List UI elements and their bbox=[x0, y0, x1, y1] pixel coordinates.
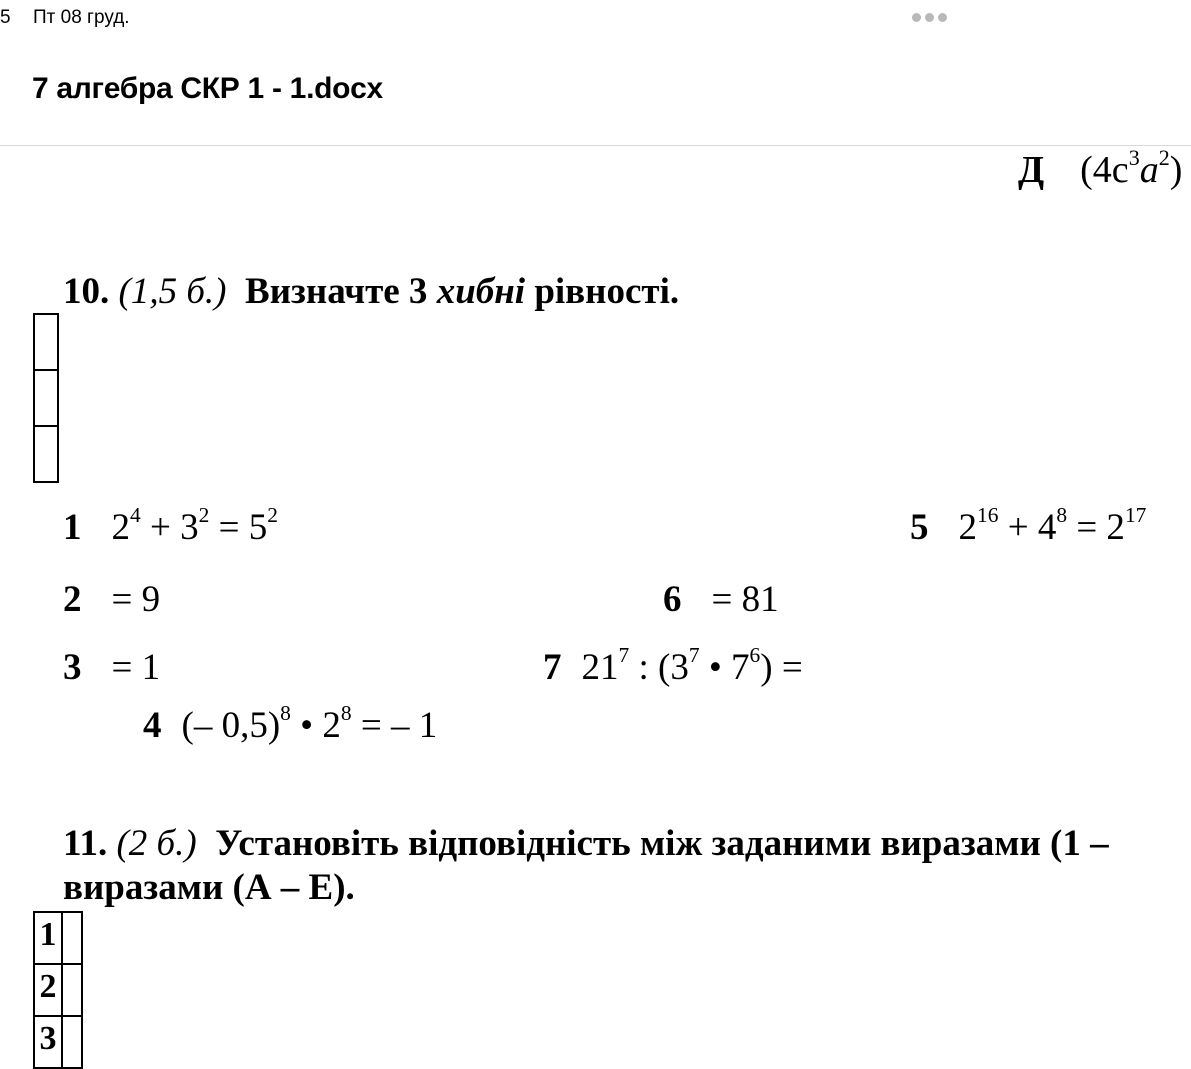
expr-part: = 5 bbox=[209, 507, 268, 548]
row-index: 1 bbox=[34, 912, 62, 964]
answer-boxes bbox=[33, 313, 59, 483]
multitasking-dots-icon[interactable] bbox=[912, 13, 947, 22]
expr-part: = 81 bbox=[711, 579, 779, 620]
exponent: 6 bbox=[749, 643, 761, 668]
option-2 bbox=[63, 578, 160, 621]
header-divider bbox=[0, 145, 1191, 146]
exponent: 17 bbox=[1124, 503, 1147, 528]
question-text: виразами (А – Е). bbox=[63, 867, 355, 908]
exponent: 2 bbox=[198, 503, 210, 528]
exponent: 2 bbox=[1158, 145, 1170, 171]
option-letter: Д bbox=[1018, 149, 1045, 191]
option-7 bbox=[543, 643, 803, 689]
expr-part: = 2 bbox=[1067, 507, 1125, 548]
table-row bbox=[34, 1016, 82, 1068]
question-11-heading bbox=[63, 822, 1109, 865]
table-row bbox=[34, 964, 82, 1016]
answer-cell[interactable] bbox=[62, 912, 82, 964]
option-number: 3 bbox=[63, 647, 82, 688]
exponent: 8 bbox=[280, 701, 291, 726]
question-text: рівності. bbox=[534, 271, 680, 312]
exponent: 8 bbox=[1056, 503, 1068, 528]
exponent: 7 bbox=[688, 643, 700, 668]
option-5 bbox=[910, 503, 1147, 549]
question-10-heading bbox=[63, 270, 679, 313]
option-number: 1 bbox=[63, 507, 82, 548]
expr-part: • 7 bbox=[699, 647, 750, 688]
answer-box[interactable] bbox=[35, 315, 57, 371]
answer-cell[interactable] bbox=[62, 1016, 82, 1068]
status-date: Пт 08 груд. bbox=[33, 7, 130, 28]
expr-part: 21 bbox=[581, 647, 619, 688]
expr-part: = 1 bbox=[111, 647, 161, 688]
expr-part: = – 1 bbox=[351, 705, 438, 746]
row-index: 3 bbox=[34, 1016, 62, 1068]
expr-part: = 9 bbox=[111, 579, 161, 620]
table-row bbox=[34, 912, 82, 964]
question-11-heading-line2 bbox=[63, 866, 355, 909]
question-text: Визначте 3 bbox=[245, 271, 428, 312]
option-4 bbox=[143, 701, 438, 747]
option-number: 5 bbox=[910, 507, 929, 548]
exponent: 16 bbox=[977, 503, 999, 528]
answer-box[interactable] bbox=[35, 371, 57, 427]
status-bar bbox=[0, 0, 1191, 36]
expr-part: ) = bbox=[760, 647, 803, 688]
expr-part: ) bbox=[1169, 149, 1183, 191]
status-time: 5 bbox=[0, 7, 11, 28]
answer-box[interactable] bbox=[35, 427, 57, 481]
document-title: 7 алгебра СКР 1 - 1.docx bbox=[32, 72, 383, 105]
option-6 bbox=[663, 578, 779, 621]
expr-part: (– 0,5) bbox=[181, 705, 281, 746]
expr-part: 2 bbox=[958, 507, 977, 548]
option-number: 6 bbox=[663, 579, 682, 620]
expr-part: • 2 bbox=[290, 705, 341, 746]
option-1 bbox=[63, 503, 278, 549]
exponent: 2 bbox=[267, 503, 278, 528]
question-points: (2 б.) bbox=[116, 823, 197, 864]
exponent: 7 bbox=[618, 643, 630, 668]
question-number: 10. bbox=[63, 271, 110, 312]
option-number: 2 bbox=[63, 579, 82, 620]
expr-part: : (3 bbox=[629, 647, 689, 688]
expr-var: a bbox=[1139, 149, 1159, 191]
exponent: 3 bbox=[1128, 145, 1140, 171]
prev-option-d bbox=[1018, 145, 1183, 192]
question-points: (1,5 б.) bbox=[118, 271, 227, 312]
expr-part: 2 bbox=[111, 507, 130, 548]
question-number: 11. bbox=[63, 823, 108, 864]
option-3 bbox=[63, 646, 160, 689]
row-index: 2 bbox=[34, 964, 62, 1016]
expr-part: (4c bbox=[1080, 149, 1129, 191]
option-number: 7 bbox=[543, 647, 562, 688]
question-text: Установіть відповідність між заданими виразами (1 – bbox=[215, 823, 1109, 864]
matching-table bbox=[33, 911, 83, 1069]
expr-part: + 3 bbox=[140, 507, 199, 548]
exponent: 4 bbox=[130, 503, 141, 528]
expr-part: + 4 bbox=[998, 507, 1057, 548]
option-number: 4 bbox=[143, 705, 162, 746]
question-text-italic: хибні bbox=[436, 271, 526, 312]
answer-cell[interactable] bbox=[62, 964, 82, 1016]
exponent: 8 bbox=[340, 701, 352, 726]
